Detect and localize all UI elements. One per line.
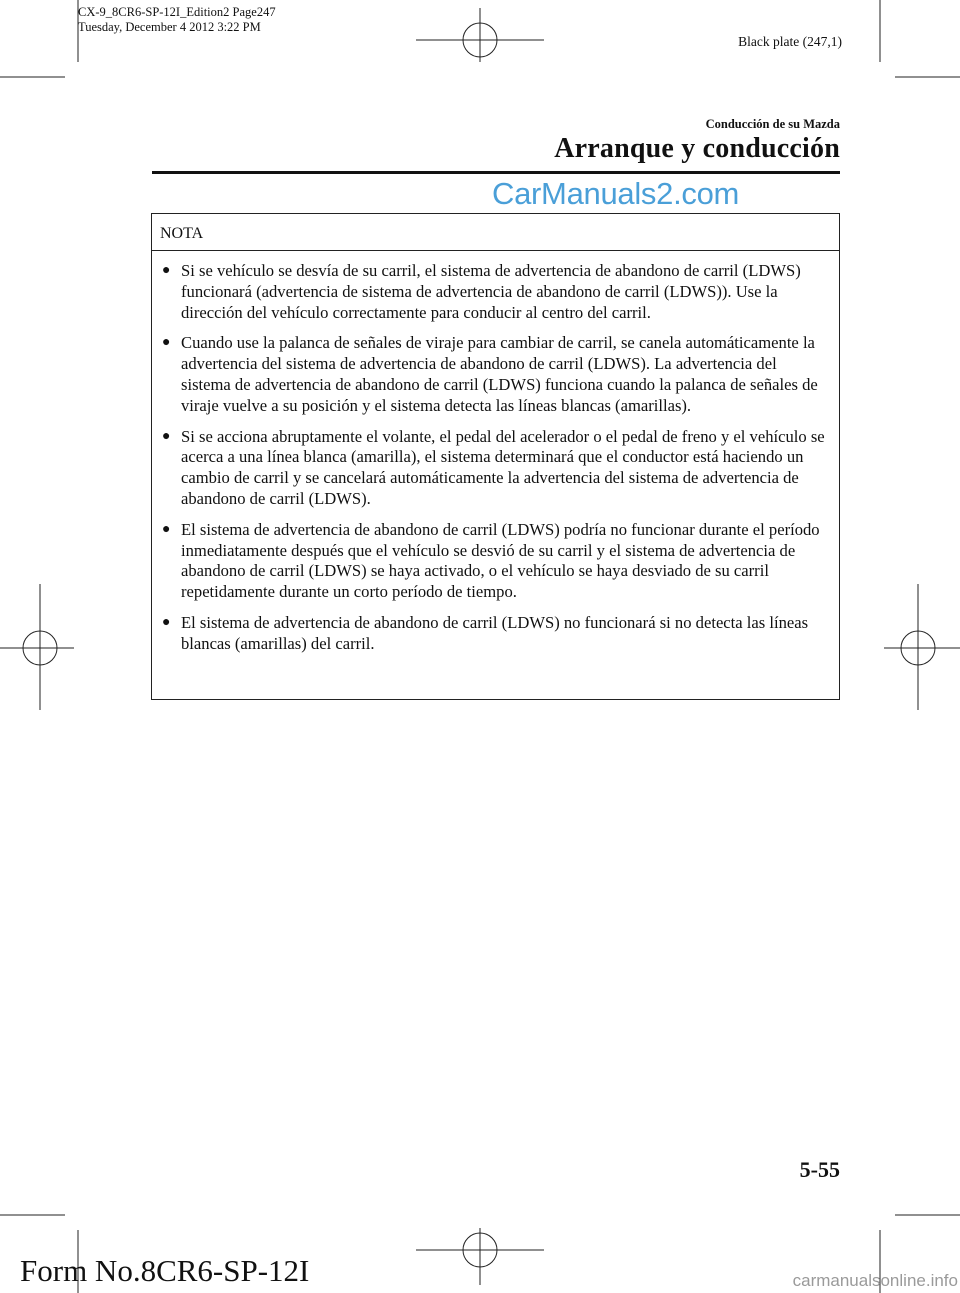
note-item-text: Cuando use la palanca de señales de viraje para cambiar de carril, se canela automáticamente la advertencia del sistema de advertencia de abandono de carril (LDWS). La advertencia del sistema de advertencia de abandono de carril (LDWS) funciona cuando la palanca de señales de viraje vuelve a su posición y el sistema detecta las líneas blancas (amarillas). (181, 333, 818, 415)
plate-label: Black plate (247,1) (738, 34, 842, 49)
bullet-icon: ● (162, 614, 171, 630)
print-info-line1: CX-9_8CR6-SP-12I_Edition2 Page247 (78, 5, 276, 19)
note-item (162, 333, 829, 416)
note-item (162, 613, 829, 655)
note-item-text: Si se vehículo se desvía de su carril, el sistema de advertencia de abandono de carril (LDWS) funcionará (advertencia de sistema de advertencia de abandono de carril (LDWS)). Use la dirección del vehículo correctamente para conducir al centro del carril. (181, 261, 801, 322)
note-item (162, 261, 829, 323)
note-item-text: Si se acciona abruptamente el volante, el pedal del acelerador o el pedal de freno y el vehículo se acerca a una línea blanca (amarilla), el sistema determinará que el conductor está haciendo un cambio de carril y se cancelará automáticamente la advertencia del sistema de advertencia de abandono de carril (LDWS). (181, 426, 825, 508)
note-item-text: El sistema de advertencia de abandono de carril (LDWS) podría no funcionar durante el período inmediatamente después que el vehículo se desvió de su carril y el sistema de advertencia de abandono de carril (LDWS) se haya activado, o el vehículo se haya desviado de su carril repetidamente durante un corto período de tiempo. (181, 519, 820, 602)
header-rule (152, 171, 840, 174)
note-item (162, 427, 829, 510)
bullet-icon: ● (162, 521, 171, 537)
note-box (151, 213, 840, 700)
page-number: 5-55 (799, 1157, 840, 1182)
section-subtitle: Conducción de su Mazda (705, 117, 840, 131)
bullet-icon: ● (162, 335, 171, 351)
bullet-icon: ● (162, 428, 171, 444)
site-watermark: CarManuals2.com (492, 176, 740, 211)
bullet-icon: ● (162, 263, 171, 278)
print-info-line2: Tuesday, December 4 2012 3:22 PM (78, 20, 261, 34)
section-title: Arranque y conducción (554, 133, 840, 164)
note-heading: NOTA (152, 214, 839, 251)
note-list (152, 251, 839, 655)
note-item-text: El sistema de advertencia de abandono de carril (LDWS) no funcionará si no detecta las líneas blancas (amarillas) del carril. (181, 612, 809, 653)
footer-watermark: carmanualsonline.info (792, 1271, 958, 1290)
form-number: Form No.8CR6-SP-12I (20, 1253, 310, 1288)
print-job-info (78, 5, 276, 35)
note-item (162, 520, 829, 603)
